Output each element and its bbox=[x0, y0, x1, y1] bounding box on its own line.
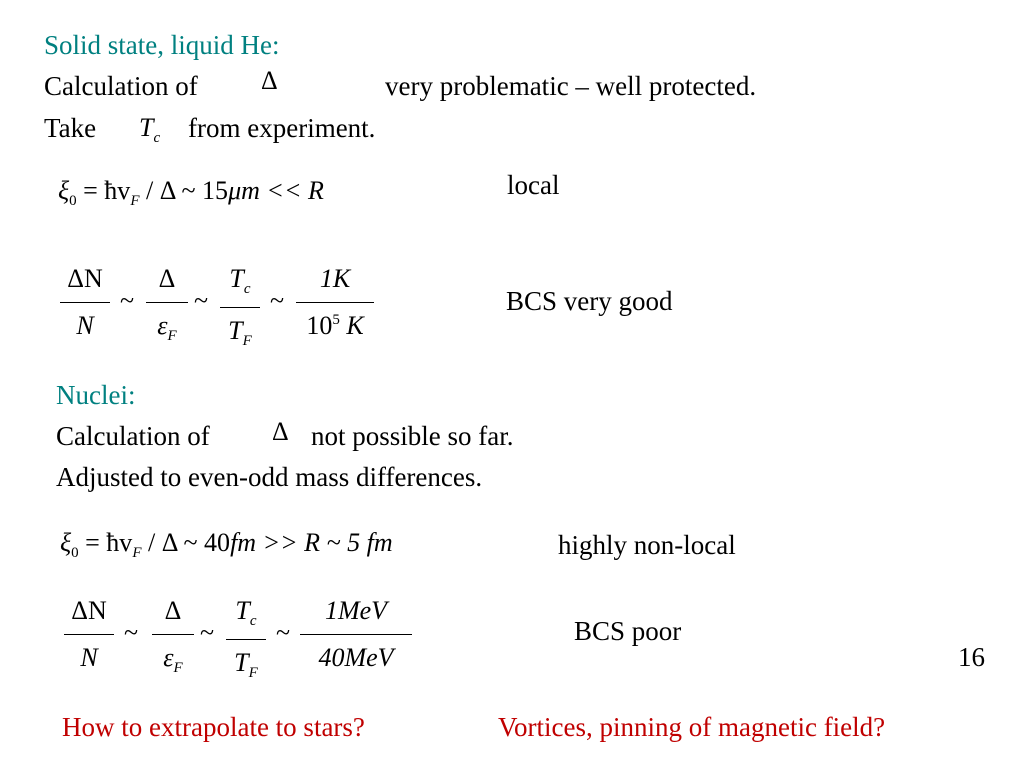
label-highly-non-local: highly non-local bbox=[558, 530, 736, 560]
fraction-delta-n-over-n-nuclei: ΔN N bbox=[64, 598, 114, 671]
nuclei-delta-symbol: Δ bbox=[272, 417, 289, 446]
tilde-6: ~ bbox=[276, 618, 291, 647]
question-stars: How to extrapolate to stars? bbox=[62, 712, 365, 742]
label-local: local bbox=[507, 170, 560, 200]
tilde-2: ~ bbox=[194, 286, 209, 315]
section-heading-solid-state: Solid state, liquid He: bbox=[44, 30, 280, 60]
question-vortices: Vortices, pinning of magnetic field? bbox=[498, 712, 886, 742]
take-line-prefix: Take bbox=[44, 113, 97, 143]
fraction-tc-over-tf: $T_c$ $T_F$ bbox=[220, 266, 260, 349]
fraction-delta-n-over-n: ΔN N bbox=[60, 266, 110, 339]
fraction-1mev-over-40mev: 1MeV 40MeV bbox=[300, 598, 412, 671]
fraction-delta-over-epsilon: Δ $\varepsilon_F$ bbox=[146, 266, 188, 344]
calc-line-suffix: very problematic – well protected. bbox=[385, 71, 757, 101]
nuclei-adjusted-line: Adjusted to even-odd mass differences. bbox=[56, 462, 483, 492]
section-heading-nuclei: Nuclei: bbox=[56, 380, 136, 410]
nuclei-calc-line-suffix: not possible so far. bbox=[311, 421, 514, 451]
tilde-5: ~ bbox=[200, 618, 215, 647]
tilde-1: ~ bbox=[120, 286, 135, 315]
label-bcs-very-good: BCS very good bbox=[506, 286, 673, 316]
nuclei-calc-line-prefix: Calculation of bbox=[56, 421, 210, 451]
fraction-1k-over-10-5k: 1K $10^5$ K bbox=[296, 266, 374, 339]
calc-line-prefix: Calculation of bbox=[44, 71, 198, 101]
coherence-length-equation-solid: $\xi_0$ = $ħv_F$ / Δ ~ 15μm << R bbox=[58, 176, 324, 209]
tilde-4: ~ bbox=[124, 618, 139, 647]
label-bcs-poor: BCS poor bbox=[574, 616, 682, 646]
page-number: 16 bbox=[958, 642, 985, 672]
delta-symbol: Δ bbox=[261, 66, 278, 95]
tc-symbol: $T_c$ bbox=[139, 113, 161, 146]
take-line-suffix: from experiment. bbox=[188, 113, 376, 143]
coherence-length-equation-nuclei: $\xi_0$ = $ħv_F$ / Δ ~ 40fm >> R ~ 5 fm bbox=[60, 528, 393, 561]
tilde-3: ~ bbox=[270, 286, 285, 315]
fraction-delta-over-epsilon-nuclei: Δ $\varepsilon_F$ bbox=[152, 598, 194, 676]
fraction-tc-over-tf-nuclei: $T_c$ $T_F$ bbox=[226, 598, 266, 681]
